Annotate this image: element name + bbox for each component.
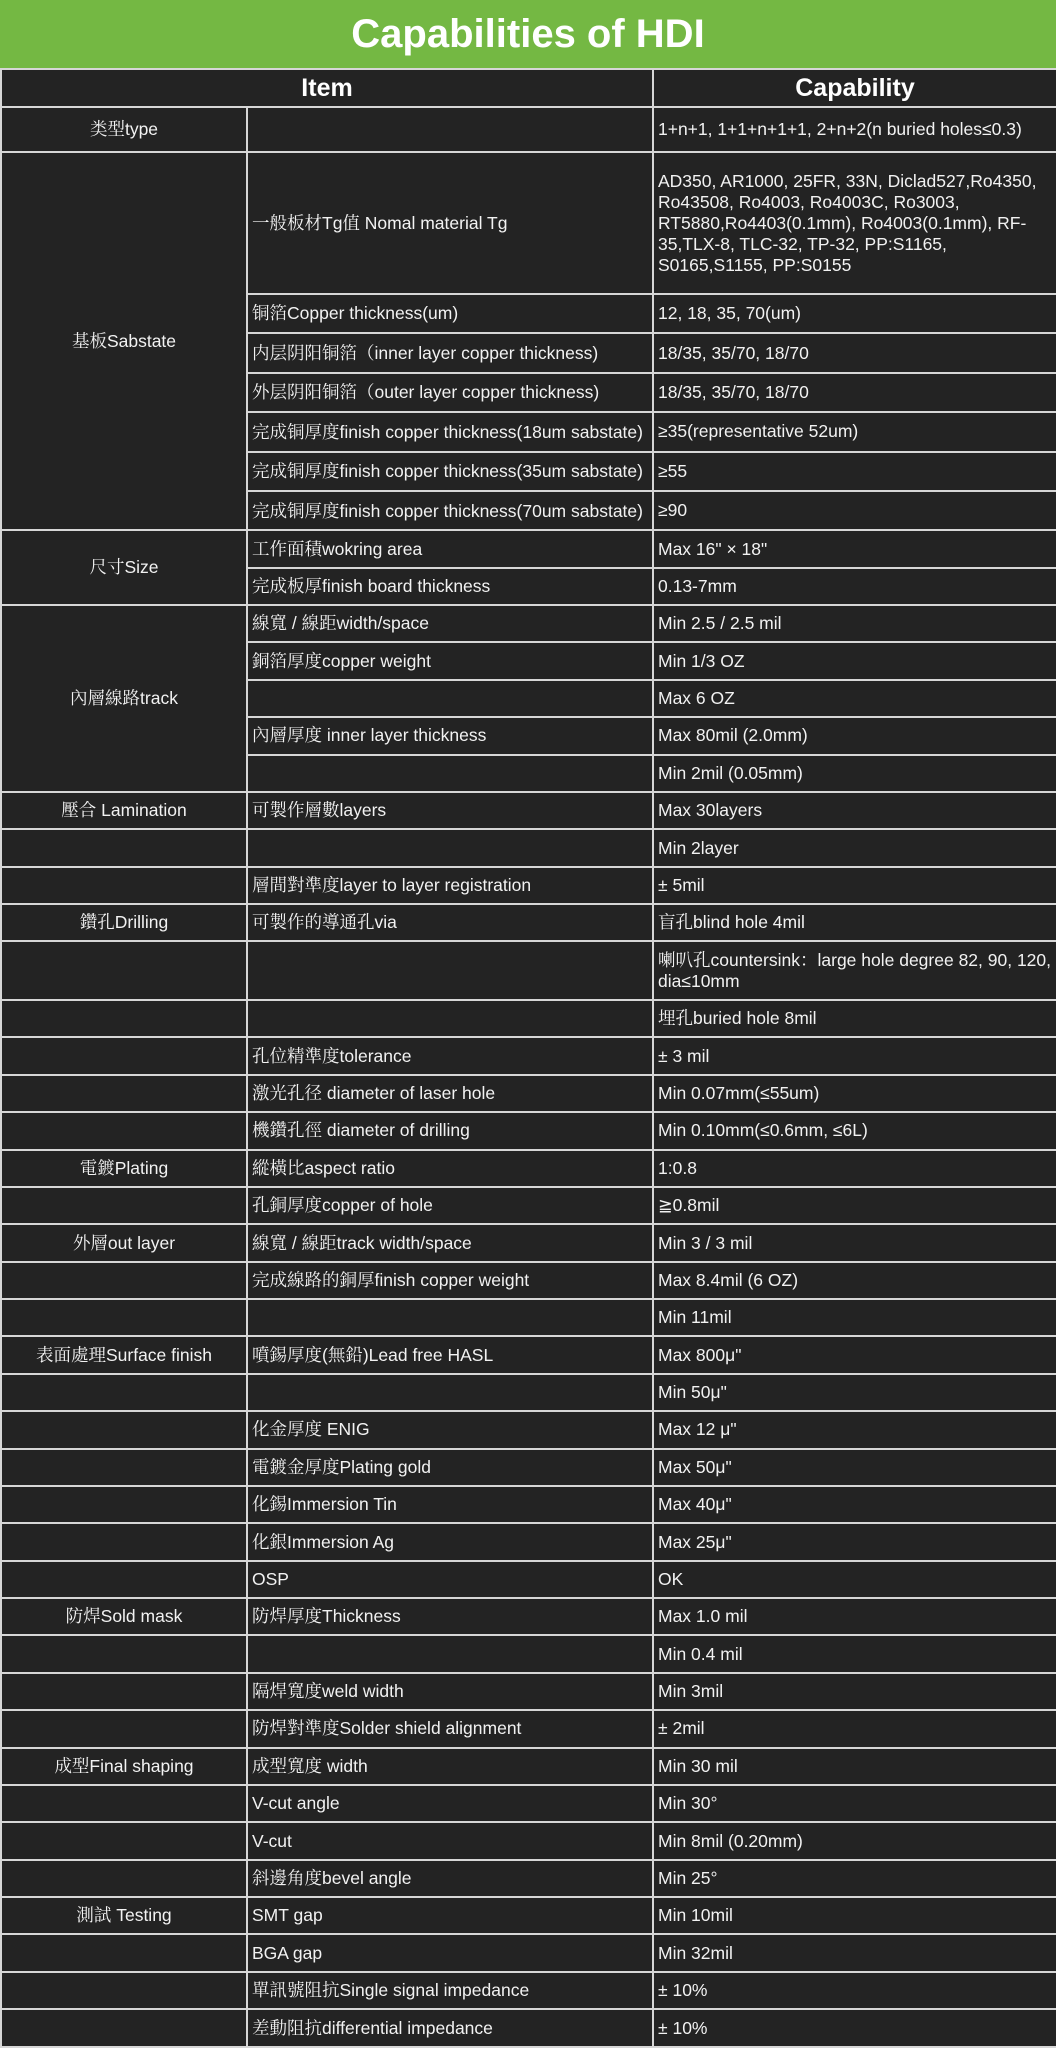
table-row bbox=[1, 605, 1056, 642]
table-row bbox=[1, 1000, 1056, 1037]
table-row bbox=[1, 1150, 1056, 1187]
category-cell bbox=[1, 1561, 247, 1598]
capability-cell: Min 25° bbox=[653, 1860, 1056, 1897]
table-row bbox=[1, 152, 1056, 293]
table-row bbox=[1, 1262, 1056, 1299]
capability-cell: Min 30 mil bbox=[653, 1748, 1056, 1785]
item-cell: 防焊厚度Thickness bbox=[247, 1598, 653, 1635]
capability-cell: ± 2mil bbox=[653, 1710, 1056, 1747]
capability-cell: 喇叭孔countersink：large hole degree 82, 90, 120, dia≤10mm bbox=[653, 941, 1056, 1000]
table-row bbox=[1, 1449, 1056, 1486]
item-cell: 線寬 / 線距track width/space bbox=[247, 1224, 653, 1261]
item-cell bbox=[247, 107, 653, 152]
table-row bbox=[1, 107, 1056, 152]
item-cell: 線寬 / 線距width/space bbox=[247, 605, 653, 642]
item-cell: 一般板材Tg值 Nomal material Tg bbox=[247, 152, 653, 293]
table-row bbox=[1, 1224, 1056, 1261]
capability-cell: Min 0.4 mil bbox=[653, 1635, 1056, 1672]
capability-cell: Min 1/3 OZ bbox=[653, 642, 1056, 679]
capability-cell: AD350, AR1000, 25FR, 33N, Diclad527,Ro4350, Ro43508, Ro4003, Ro4003C, Ro3003, RT5880,Ro4403(0.1mm), Ro4003(0.1mm), RF-35,TLX-8, TLC-32, TP-32, PP:S1165, S0165,S1155, PP:S0155 bbox=[653, 152, 1056, 293]
item-cell: V-cut bbox=[247, 1822, 653, 1859]
category-cell bbox=[1, 1075, 247, 1112]
item-cell: 內層厚度 inner layer thickness bbox=[247, 717, 653, 754]
table-header-row bbox=[1, 69, 1056, 107]
item-column-header: Item bbox=[1, 69, 653, 107]
category-plating: 電鍍Plating bbox=[1, 1150, 247, 1187]
category-cell bbox=[1, 1299, 247, 1336]
category-cell bbox=[1, 1972, 247, 2009]
capability-cell: Max 12 μ" bbox=[653, 1411, 1056, 1448]
item-cell: V-cut angle bbox=[247, 1785, 653, 1822]
capabilities-table bbox=[0, 68, 1056, 2048]
capability-cell: ≥90 bbox=[653, 491, 1056, 530]
capability-cell: Min 2.5 / 2.5 mil bbox=[653, 605, 1056, 642]
item-cell: 噴錫厚度(無鉛)Lead free HASL bbox=[247, 1336, 653, 1373]
item-cell: SMT gap bbox=[247, 1897, 653, 1934]
item-cell: 成型寬度 width bbox=[247, 1748, 653, 1785]
item-cell: 完成铜厚度finish copper thickness(35um sabstate) bbox=[247, 452, 653, 491]
item-cell: 防焊對準度Solder shield alignment bbox=[247, 1710, 653, 1747]
table-row bbox=[1, 1561, 1056, 1598]
capability-cell: ± 10% bbox=[653, 1972, 1056, 2009]
table-row bbox=[1, 1336, 1056, 1373]
item-cell: 孔銅厚度copper of hole bbox=[247, 1187, 653, 1224]
table-row bbox=[1, 1187, 1056, 1224]
capability-cell: 18/35, 35/70, 18/70 bbox=[653, 333, 1056, 372]
capability-cell: Min 8mil (0.20mm) bbox=[653, 1822, 1056, 1859]
capability-cell: Max 50μ" bbox=[653, 1449, 1056, 1486]
category-lamination: 壓合 Lamination bbox=[1, 792, 247, 829]
capability-cell: 0.13-7mm bbox=[653, 568, 1056, 605]
table-row bbox=[1, 1299, 1056, 1336]
category-cell bbox=[1, 941, 247, 1000]
category-size: 尺寸Size bbox=[1, 530, 247, 605]
capability-cell: Max 800μ" bbox=[653, 1336, 1056, 1373]
capability-cell: 1:0.8 bbox=[653, 1150, 1056, 1187]
table-row bbox=[1, 1710, 1056, 1747]
capability-cell: Max 16" × 18" bbox=[653, 530, 1056, 567]
item-cell: 工作面積wokring area bbox=[247, 530, 653, 567]
capability-cell: Min 3mil bbox=[653, 1673, 1056, 1710]
table-row bbox=[1, 1934, 1056, 1971]
category-cell bbox=[1, 1486, 247, 1523]
item-cell bbox=[247, 1635, 653, 1672]
item-cell: 完成铜厚度finish copper thickness(18um sabstate) bbox=[247, 412, 653, 451]
table-row bbox=[1, 1972, 1056, 2009]
category-cell bbox=[1, 829, 247, 866]
table-row bbox=[1, 1411, 1056, 1448]
category-cell bbox=[1, 1000, 247, 1037]
capability-cell: Min 2layer bbox=[653, 829, 1056, 866]
category-cell bbox=[1, 1037, 247, 1074]
page-title: Capabilities of HDI bbox=[0, 0, 1056, 68]
item-cell bbox=[247, 1000, 653, 1037]
item-cell: 單訊號阻抗Single signal impedance bbox=[247, 1972, 653, 2009]
capability-cell: Min 2mil (0.05mm) bbox=[653, 755, 1056, 792]
category-surface-finish: 表面處理Surface finish bbox=[1, 1336, 247, 1373]
category-cell bbox=[1, 1262, 247, 1299]
category-outer-layer: 外層out layer bbox=[1, 1224, 247, 1261]
table-row bbox=[1, 1748, 1056, 1785]
table-row bbox=[1, 1860, 1056, 1897]
table-row bbox=[1, 1374, 1056, 1411]
capability-cell: ≥35(representative 52um) bbox=[653, 412, 1056, 451]
table-row bbox=[1, 1523, 1056, 1560]
table-row bbox=[1, 867, 1056, 904]
category-cell bbox=[1, 1785, 247, 1822]
table-row bbox=[1, 829, 1056, 866]
item-cell: 電鍍金厚度Plating gold bbox=[247, 1449, 653, 1486]
capability-cell: 盲孔blind hole 4mil bbox=[653, 904, 1056, 941]
item-cell: 銅箔厚度copper weight bbox=[247, 642, 653, 679]
category-cell bbox=[1, 1635, 247, 1672]
item-cell: OSP bbox=[247, 1561, 653, 1598]
item-cell: 化銀Immersion Ag bbox=[247, 1523, 653, 1560]
item-cell: BGA gap bbox=[247, 1934, 653, 1971]
capability-cell: ± 3 mil bbox=[653, 1037, 1056, 1074]
capability-cell: Max 30layers bbox=[653, 792, 1056, 829]
table-row bbox=[1, 1785, 1056, 1822]
category-cell bbox=[1, 1673, 247, 1710]
capability-cell: Max 80mil (2.0mm) bbox=[653, 717, 1056, 754]
category-cell bbox=[1, 1187, 247, 1224]
table-row bbox=[1, 1112, 1056, 1149]
capability-cell: 12, 18, 35, 70(um) bbox=[653, 294, 1056, 333]
category-solder-mask: 防焊Sold mask bbox=[1, 1598, 247, 1635]
category-drilling: 鑽孔Drilling bbox=[1, 904, 247, 941]
table-row bbox=[1, 904, 1056, 941]
item-cell: 铜箔Copper thickness(um) bbox=[247, 294, 653, 333]
item-cell: 可製作層數layers bbox=[247, 792, 653, 829]
capability-cell: Max 25μ" bbox=[653, 1523, 1056, 1560]
item-cell: 外层阴阳铜箔（outer layer copper thickness) bbox=[247, 373, 653, 412]
item-cell: 完成板厚finish board thickness bbox=[247, 568, 653, 605]
table-row bbox=[1, 941, 1056, 1000]
category-final-shaping: 成型Final shaping bbox=[1, 1748, 247, 1785]
item-cell: 差動阻抗differential impedance bbox=[247, 2009, 653, 2047]
category-cell bbox=[1, 1449, 247, 1486]
item-cell: 隔焊寬度weld width bbox=[247, 1673, 653, 1710]
item-cell bbox=[247, 1299, 653, 1336]
item-cell bbox=[247, 755, 653, 792]
capability-cell: Max 6 OZ bbox=[653, 680, 1056, 717]
capability-cell: Max 1.0 mil bbox=[653, 1598, 1056, 1635]
capability-cell: 1+n+1, 1+1+n+1+1, 2+n+2(n buried holes≤0.3) bbox=[653, 107, 1056, 152]
capability-cell: Max 8.4mil (6 OZ) bbox=[653, 1262, 1056, 1299]
item-cell: 斜邊角度bevel angle bbox=[247, 1860, 653, 1897]
item-cell: 化金厚度 ENIG bbox=[247, 1411, 653, 1448]
capability-cell: Min 0.07mm(≤55um) bbox=[653, 1075, 1056, 1112]
category-type: 类型type bbox=[1, 107, 247, 152]
table-row bbox=[1, 1598, 1056, 1635]
category-cell bbox=[1, 2009, 247, 2047]
capability-cell: OK bbox=[653, 1561, 1056, 1598]
capability-cell: Min 30° bbox=[653, 1785, 1056, 1822]
category-cell bbox=[1, 867, 247, 904]
table-row bbox=[1, 1673, 1056, 1710]
category-testing: 測試 Testing bbox=[1, 1897, 247, 1934]
item-cell: 孔位精準度tolerance bbox=[247, 1037, 653, 1074]
category-inner-track: 內層線路track bbox=[1, 605, 247, 792]
item-cell: 内层阴阳铜箔（inner layer copper thickness) bbox=[247, 333, 653, 372]
item-cell bbox=[247, 1374, 653, 1411]
item-cell: 完成铜厚度finish copper thickness(70um sabstate) bbox=[247, 491, 653, 530]
capability-cell: Min 11mil bbox=[653, 1299, 1056, 1336]
capability-cell: ≧0.8mil bbox=[653, 1187, 1056, 1224]
item-cell: 化錫Immersion Tin bbox=[247, 1486, 653, 1523]
item-cell: 層間對準度layer to layer registration bbox=[247, 867, 653, 904]
item-cell: 可製作的導通孔via bbox=[247, 904, 653, 941]
capability-cell: Min 50μ" bbox=[653, 1374, 1056, 1411]
item-cell: 機鑽孔徑 diameter of drilling bbox=[247, 1112, 653, 1149]
capability-cell: Min 10mil bbox=[653, 1897, 1056, 1934]
table-row bbox=[1, 1822, 1056, 1859]
item-cell bbox=[247, 680, 653, 717]
capability-cell: ≥55 bbox=[653, 452, 1056, 491]
capability-cell: Min 32mil bbox=[653, 1934, 1056, 1971]
capability-cell: 18/35, 35/70, 18/70 bbox=[653, 373, 1056, 412]
item-cell: 激光孔径 diameter of laser hole bbox=[247, 1075, 653, 1112]
capability-cell: 埋孔buried hole 8mil bbox=[653, 1000, 1056, 1037]
table-row bbox=[1, 1037, 1056, 1074]
category-cell bbox=[1, 1112, 247, 1149]
table-row bbox=[1, 792, 1056, 829]
capability-cell: Min 0.10mm(≤0.6mm, ≤6L) bbox=[653, 1112, 1056, 1149]
item-cell bbox=[247, 941, 653, 1000]
item-cell: 縱橫比aspect ratio bbox=[247, 1150, 653, 1187]
table-row bbox=[1, 1897, 1056, 1934]
item-cell bbox=[247, 829, 653, 866]
category-cell bbox=[1, 1822, 247, 1859]
capability-cell: Min 3 / 3 mil bbox=[653, 1224, 1056, 1261]
table-row bbox=[1, 1635, 1056, 1672]
category-cell bbox=[1, 1374, 247, 1411]
category-cell bbox=[1, 1934, 247, 1971]
category-cell bbox=[1, 1710, 247, 1747]
category-substrate: 基板Sabstate bbox=[1, 152, 247, 530]
category-cell bbox=[1, 1411, 247, 1448]
capability-cell: Max 40μ" bbox=[653, 1486, 1056, 1523]
capability-column-header: Capability bbox=[653, 69, 1056, 107]
capability-cell: ± 10% bbox=[653, 2009, 1056, 2047]
table-row bbox=[1, 1075, 1056, 1112]
category-cell bbox=[1, 1860, 247, 1897]
category-cell bbox=[1, 1523, 247, 1560]
table-row bbox=[1, 530, 1056, 567]
table-row bbox=[1, 2009, 1056, 2047]
capability-cell: ± 5mil bbox=[653, 867, 1056, 904]
item-cell: 完成線路的銅厚finish copper weight bbox=[247, 1262, 653, 1299]
table-row bbox=[1, 1486, 1056, 1523]
